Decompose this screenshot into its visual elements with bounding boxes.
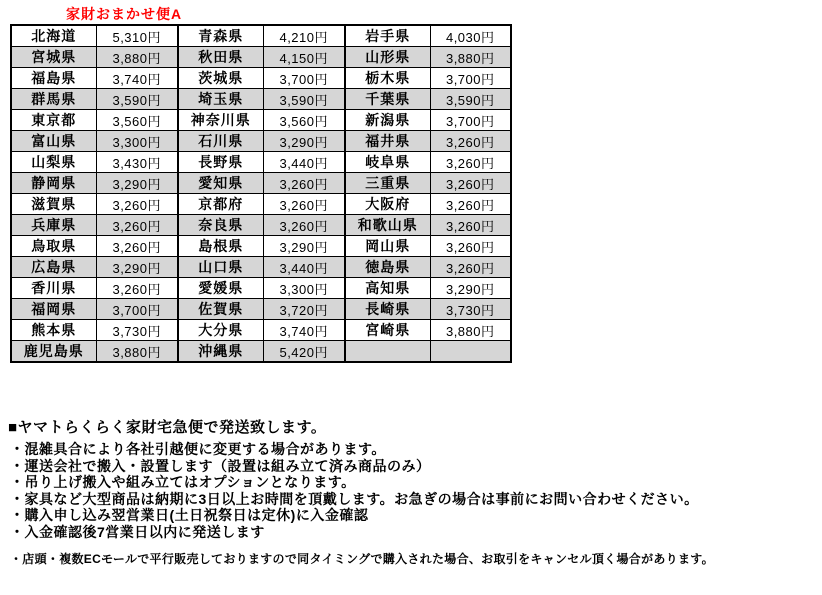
prefecture-cell: 秋田県 (178, 47, 263, 68)
price-cell: 3,880円 (96, 341, 178, 363)
price-cell: 3,260円 (430, 131, 511, 152)
price-cell: 3,720円 (263, 299, 345, 320)
prefecture-cell: 宮崎県 (345, 320, 430, 341)
prefecture-cell: 埼玉県 (178, 89, 263, 110)
prefecture-cell: 大阪府 (345, 194, 430, 215)
note-line: ・吊り上げ搬入や組み立てはオプションとなります。 (10, 474, 356, 490)
prefecture-cell: 長崎県 (345, 299, 430, 320)
prefecture-cell: 千葉県 (345, 89, 430, 110)
prefecture-cell: 栃木県 (345, 68, 430, 89)
price-cell: 3,880円 (430, 47, 511, 68)
table-row (11, 341, 511, 363)
price-cell: 3,260円 (430, 215, 511, 236)
price-cell: 3,700円 (430, 68, 511, 89)
prefecture-cell: 静岡県 (11, 173, 96, 194)
prefecture-cell (345, 341, 430, 363)
prefecture-cell: 奈良県 (178, 215, 263, 236)
price-cell: 3,260円 (96, 215, 178, 236)
prefecture-cell: 長野県 (178, 152, 263, 173)
prefecture-cell: 鹿児島県 (11, 341, 96, 363)
price-cell: 3,560円 (96, 110, 178, 131)
prefecture-cell: 大分県 (178, 320, 263, 341)
prefecture-cell: 福岡県 (11, 299, 96, 320)
table-row (11, 215, 511, 236)
table-row (11, 131, 511, 152)
prefecture-cell: 香川県 (11, 278, 96, 299)
price-cell: 3,260円 (430, 152, 511, 173)
price-cell: 3,730円 (96, 320, 178, 341)
price-cell: 3,290円 (263, 131, 345, 152)
price-cell: 3,260円 (96, 278, 178, 299)
prefecture-cell: 島根県 (178, 236, 263, 257)
prefecture-cell: 熊本県 (11, 320, 96, 341)
prefecture-cell: 宮城県 (11, 47, 96, 68)
price-cell: 3,260円 (430, 257, 511, 278)
price-cell: 3,700円 (430, 110, 511, 131)
table-row (11, 194, 511, 215)
price-cell: 3,740円 (96, 68, 178, 89)
prefecture-cell: 岡山県 (345, 236, 430, 257)
table-row (11, 68, 511, 89)
prefecture-cell: 山口県 (178, 257, 263, 278)
prefecture-cell: 高知県 (345, 278, 430, 299)
shipping-plan-title: 家財おまかせ便A (66, 6, 183, 22)
price-cell: 5,420円 (263, 341, 345, 363)
prefecture-cell: 山形県 (345, 47, 430, 68)
prefecture-cell: 富山県 (11, 131, 96, 152)
table-row (11, 173, 511, 194)
price-cell: 3,590円 (96, 89, 178, 110)
prefecture-cell: 愛媛県 (178, 278, 263, 299)
price-cell: 3,880円 (96, 47, 178, 68)
table-row (11, 299, 511, 320)
prefecture-cell: 沖縄県 (178, 341, 263, 363)
prefecture-cell: 石川県 (178, 131, 263, 152)
price-cell: 3,260円 (96, 236, 178, 257)
price-cell (430, 341, 511, 363)
price-cell: 3,590円 (430, 89, 511, 110)
price-cell: 3,440円 (263, 152, 345, 173)
price-cell: 3,260円 (430, 194, 511, 215)
price-cell: 3,260円 (263, 173, 345, 194)
price-cell: 3,730円 (430, 299, 511, 320)
table-row (11, 236, 511, 257)
note-line: ・購入申し込み翌営業日(土日祝祭日は定休)に入金確認 (10, 507, 369, 523)
prefecture-cell: 青森県 (178, 25, 263, 47)
price-cell: 3,560円 (263, 110, 345, 131)
prefecture-cell: 兵庫県 (11, 215, 96, 236)
price-cell: 3,880円 (430, 320, 511, 341)
prefecture-cell: 茨城県 (178, 68, 263, 89)
prefecture-cell: 山梨県 (11, 152, 96, 173)
price-cell: 3,700円 (96, 299, 178, 320)
prefecture-cell: 神奈川県 (178, 110, 263, 131)
note-line: ・家具など大型商品は納期に3日以上お時間を頂戴します。お急ぎの場合は事前にお問い合わせください。 (10, 490, 699, 507)
price-cell: 3,440円 (263, 257, 345, 278)
prefecture-cell: 岐阜県 (345, 152, 430, 173)
notes-list (10, 441, 699, 540)
price-cell: 3,260円 (430, 173, 511, 194)
prefecture-cell: 北海道 (11, 25, 96, 47)
price-cell: 3,260円 (263, 215, 345, 236)
table-row (11, 278, 511, 299)
prefecture-cell: 和歌山県 (345, 215, 430, 236)
prefecture-cell: 福井県 (345, 131, 430, 152)
price-cell: 3,260円 (96, 194, 178, 215)
price-cell: 3,290円 (96, 257, 178, 278)
prefecture-cell: 徳島県 (345, 257, 430, 278)
prefecture-cell: 広島県 (11, 257, 96, 278)
table-row (11, 320, 511, 341)
parallel-sale-note: ・店頭・複数ECモールで平行販売しておりますので同タイミングで購入された場合、お取引をキャンセル頂く場合があります。 (10, 552, 714, 566)
shipping-fee-table (10, 24, 512, 363)
price-cell: 3,290円 (430, 278, 511, 299)
prefecture-cell: 愛知県 (178, 173, 263, 194)
table-row (11, 89, 511, 110)
shipping-notes-heading: ■ヤマトらくらく家財宅急便で発送致します。 (8, 419, 327, 436)
note-line: ・混雑具合により各社引越便に変更する場合があります。 (10, 441, 386, 457)
price-cell: 3,740円 (263, 320, 345, 341)
prefecture-cell: 群馬県 (11, 89, 96, 110)
prefecture-cell: 東京都 (11, 110, 96, 131)
price-cell: 3,290円 (263, 236, 345, 257)
note-line: ・運送会社で搬入・設置します（設置は組み立て済み商品のみ） (10, 457, 431, 474)
price-cell: 4,030円 (430, 25, 511, 47)
prefecture-cell: 岩手県 (345, 25, 430, 47)
price-cell: 4,210円 (263, 25, 345, 47)
prefecture-cell: 鳥取県 (11, 236, 96, 257)
prefecture-cell: 京都府 (178, 194, 263, 215)
price-cell: 3,290円 (96, 173, 178, 194)
prefecture-cell: 三重県 (345, 173, 430, 194)
table-row (11, 110, 511, 131)
prefecture-cell: 新潟県 (345, 110, 430, 131)
table-row (11, 47, 511, 68)
price-cell: 3,300円 (96, 131, 178, 152)
table-row (11, 257, 511, 278)
table-row (11, 25, 511, 47)
shipping-table-body (11, 25, 511, 362)
price-cell: 3,260円 (430, 236, 511, 257)
price-cell: 3,300円 (263, 278, 345, 299)
table-row (11, 152, 511, 173)
note-line: ・入金確認後7営業日以内に発送します (10, 523, 265, 540)
price-cell: 3,590円 (263, 89, 345, 110)
price-cell: 4,150円 (263, 47, 345, 68)
price-cell: 5,310円 (96, 25, 178, 47)
price-cell: 3,430円 (96, 152, 178, 173)
prefecture-cell: 佐賀県 (178, 299, 263, 320)
price-cell: 3,700円 (263, 68, 345, 89)
prefecture-cell: 滋賀県 (11, 194, 96, 215)
price-cell: 3,260円 (263, 194, 345, 215)
prefecture-cell: 福島県 (11, 68, 96, 89)
